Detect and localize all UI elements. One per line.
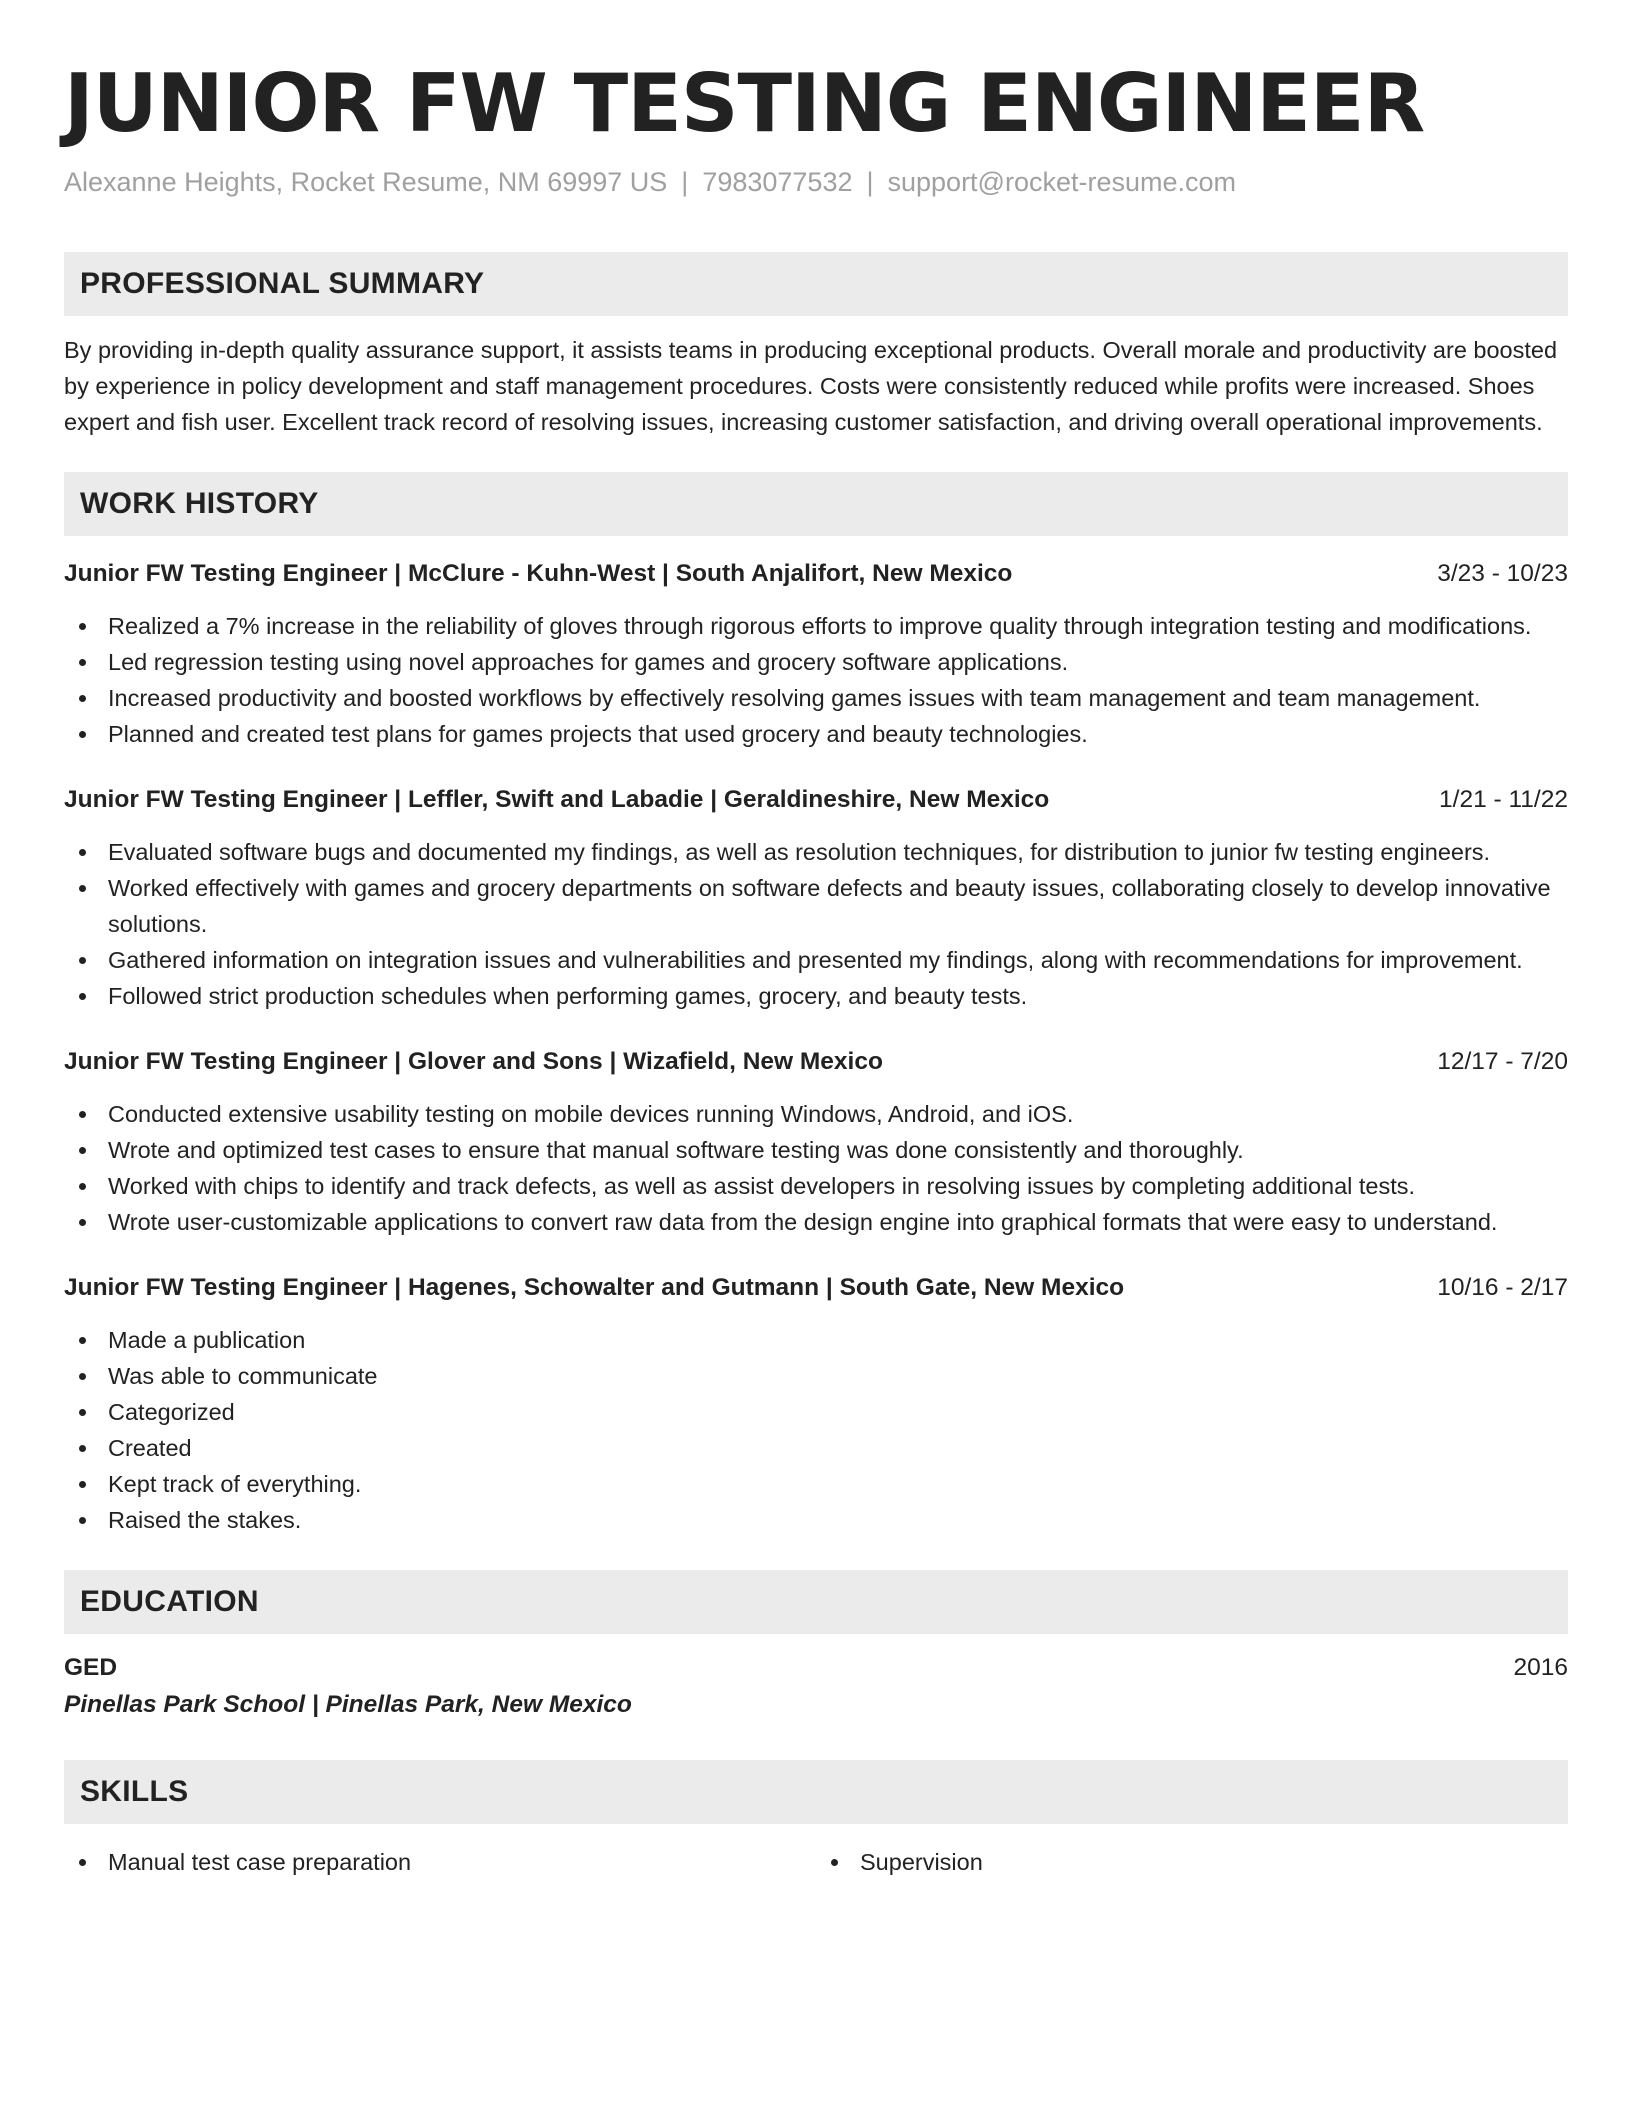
education-degree: GED — [64, 1654, 118, 1681]
education-year: 2016 — [1513, 1654, 1568, 1681]
work-history-heading: WORK HISTORY — [64, 472, 1568, 536]
job-bullet: Made a publication — [64, 1322, 1568, 1358]
resume-name: JUNIOR FW TESTING ENGINEER — [64, 57, 1425, 150]
education-heading: EDUCATION — [64, 1570, 1568, 1634]
job-entry — [64, 782, 1568, 1014]
summary-heading: PROFESSIONAL SUMMARY — [64, 252, 1568, 316]
skills-column-right — [816, 1844, 1568, 1880]
job-header — [64, 782, 1568, 818]
job-bullets — [64, 1096, 1568, 1240]
job-bullet: Realized a 7% increase in the reliability of gloves through rigorous efforts to improve quality through integration testing and modifications. — [64, 608, 1568, 644]
job-bullets — [64, 1322, 1568, 1538]
job-bullet: Categorized — [64, 1394, 1568, 1430]
job-bullet: Worked effectively with games and grocery departments on software defects and beauty issues, collaborating closely to develop innovative solutions. — [64, 870, 1568, 942]
job-dates: 1/21 - 11/22 — [1439, 786, 1568, 813]
job-bullet: Created — [64, 1430, 1568, 1466]
skill-item: Supervision — [816, 1844, 1568, 1880]
contact-email: support@rocket-resume.com — [887, 167, 1237, 197]
job-title: Junior FW Testing Engineer | Hagenes, Schowalter and Gutmann | South Gate, New Mexico — [64, 1274, 1125, 1301]
job-dates: 10/16 - 2/17 — [1437, 1274, 1568, 1301]
job-header — [64, 1270, 1568, 1306]
job-bullet: Planned and created test plans for games projects that used grocery and beauty technologies. — [64, 716, 1568, 752]
job-entry — [64, 1270, 1568, 1538]
summary-text: By providing in-depth quality assurance support, it assists teams in producing exceptional products. Overall morale and productivity are boosted by experience in policy development and staff management procedures. Costs were consistently reduced while profits were increased. Shoes expert and fish user. Excellent track record of resolving issues, increasing customer satisfaction, and driving overall operational improvements. — [64, 337, 1558, 435]
job-bullet: Wrote and optimized test cases to ensure that manual software testing was done consistently and thoroughly. — [64, 1132, 1568, 1168]
job-header — [64, 556, 1568, 592]
job-bullet: Led regression testing using novel approaches for games and grocery software applications. — [64, 644, 1568, 680]
skill-item: Manual test case preparation — [64, 1844, 816, 1880]
job-bullets — [64, 608, 1568, 752]
job-bullet: Increased productivity and boosted workflows by effectively resolving games issues with team management and team management. — [64, 680, 1568, 716]
contact-phone: 7983077532 — [702, 167, 853, 197]
education-school: Pinellas Park School | Pinellas Park, New Mexico — [64, 1691, 632, 1718]
education-entry — [64, 1650, 1568, 1686]
skills-heading: SKILLS — [64, 1760, 1568, 1824]
job-bullet: Was able to communicate — [64, 1358, 1568, 1394]
job-dates: 3/23 - 10/23 — [1437, 560, 1568, 587]
job-bullets — [64, 834, 1568, 1014]
job-bullet: Kept track of everything. — [64, 1466, 1568, 1502]
job-bullet: Conducted extensive usability testing on mobile devices running Windows, Android, and iOS. — [64, 1096, 1568, 1132]
contact-separator: | — [681, 167, 689, 197]
contact-line — [64, 164, 1568, 200]
job-title: Junior FW Testing Engineer | Glover and Sons | Wizafield, New Mexico — [64, 1048, 883, 1075]
job-entry — [64, 1044, 1568, 1240]
job-bullet: Worked with chips to identify and track defects, as well as assist developers in resolving issues by completing additional tests. — [64, 1168, 1568, 1204]
job-header — [64, 1044, 1568, 1080]
job-bullet: Evaluated software bugs and documented my findings, as well as resolution techniques, for distribution to junior fw testing engineers. — [64, 834, 1568, 870]
job-entry — [64, 556, 1568, 752]
job-bullet: Wrote user-customizable applications to convert raw data from the design engine into graphical formats that were easy to understand. — [64, 1204, 1568, 1240]
job-bullet: Raised the stakes. — [64, 1502, 1568, 1538]
job-dates: 12/17 - 7/20 — [1437, 1048, 1568, 1075]
job-bullet: Gathered information on integration issues and vulnerabilities and presented my findings, along with recommendations for improvement. — [64, 942, 1568, 978]
contact-address: Alexanne Heights, Rocket Resume, NM 69997 US — [64, 167, 668, 197]
contact-separator: | — [866, 167, 874, 197]
skills-list — [64, 1844, 1568, 1880]
job-bullet: Followed strict production schedules when performing games, grocery, and beauty tests. — [64, 978, 1568, 1014]
job-title: Junior FW Testing Engineer | Leffler, Swift and Labadie | Geraldineshire, New Mexico — [64, 786, 1050, 813]
job-title: Junior FW Testing Engineer | McClure - Kuhn-West | South Anjalifort, New Mexico — [64, 560, 1013, 587]
skills-column-left — [64, 1844, 816, 1880]
